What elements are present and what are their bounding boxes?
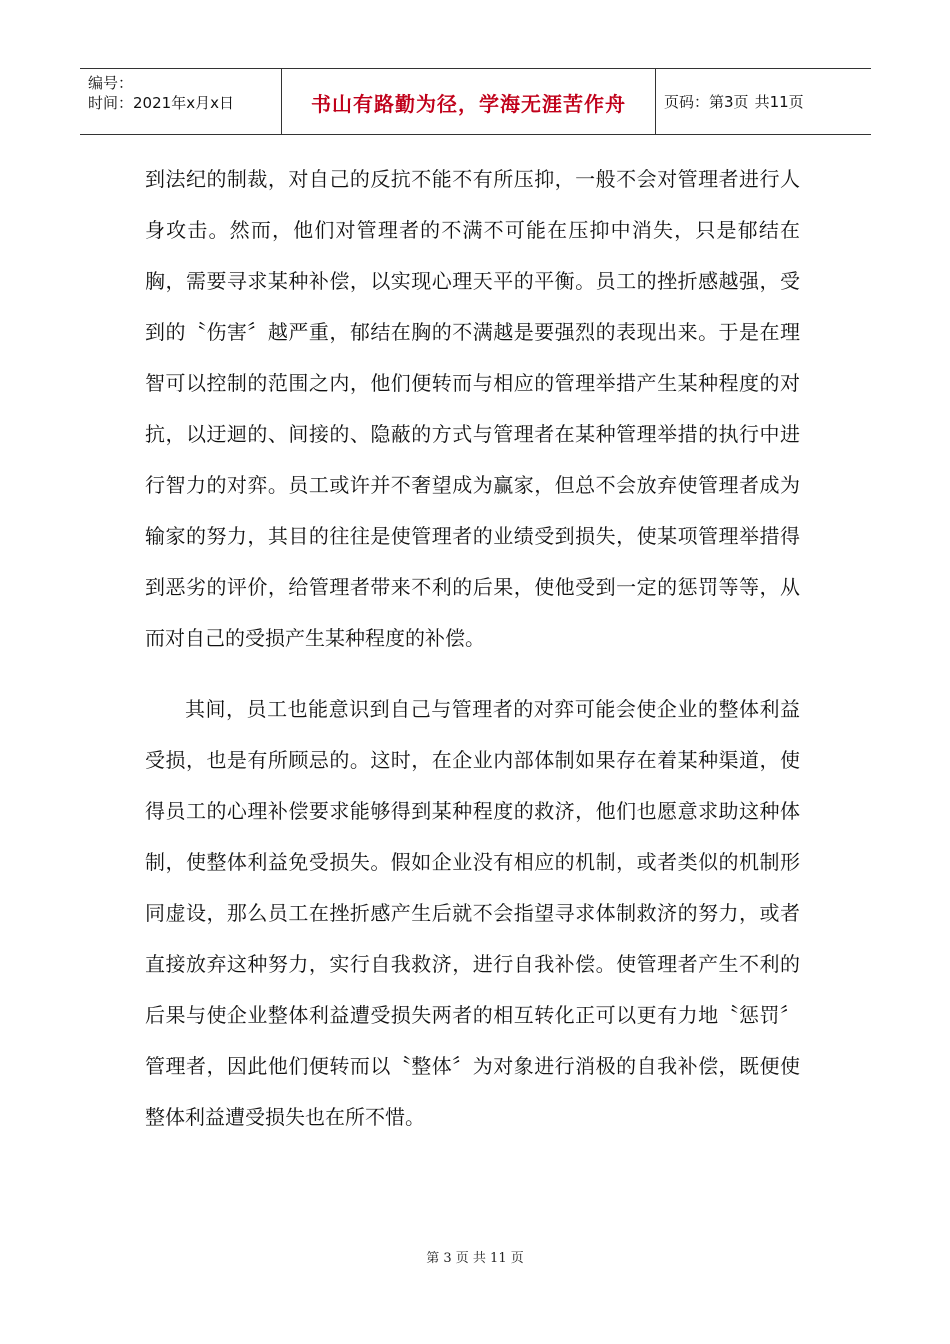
body-paragraph: 其间，员工也能意识到自己与管理者的对弈可能会使企业的整体利益受损，也是有所顾忌的。这时，在企业内部体制如果存在着某种渠道，使得员工的心理补偿要求能够得到某种程度的救济，他们也愿意求助这种体制，使整体利益免受损失。假如企业没有相应的机制，或者类似的机制形同虚设，那么员工在挫折感产生后就不会指望寻求体制救济的努力，或者直接放弃这种努力，实行自我救济，进行自我补偿。使管理者产生不利的后果与使企业整体利益遭受损失两者的相互转化正可以更有力地〝惩罚〞管理者，因此他们便转而以〝整体〞为对象进行消极的自我补偿，既便使整体利益遭受损失也在所不惜。 xyxy=(145,697,800,1129)
body-paragraph: 到法纪的制裁，对自己的反抗不能不有所压抑，一般不会对管理者进行人身攻击。然而，他们对管理者的不满不可能在压抑中消失，只是郁结在胸，需要寻求某种补偿，以实现心理天平的平衡。员工的挫折感越强，受到的〝伤害〞越严重，郁结在胸的不满越是要强烈的表现出来。于是在理智可以控制的范围之内，他们便转而与相应的管理举措产生某种程度的对抗，以迂迴的、间接的、隐蔽的方式与管理者在某种管理举措的执行中进行智力的对弈。员工或许并不奢望成为赢家，但总不会放弃使管理者成为输家的努力，其目的往往是使管理者的业绩受到损失，使某项管理举措得到恶劣的评价，给管理者带来不利的后果，使他受到一定的惩罚等等，从而对自己的受损产生某种程度的补偿。 xyxy=(145,167,800,650)
page-header xyxy=(80,68,871,135)
page-label: 页码： xyxy=(664,93,710,111)
header-motto-cell xyxy=(282,69,656,134)
document-time xyxy=(88,93,281,113)
document-number xyxy=(88,73,281,93)
page-total: 共11页 xyxy=(754,93,804,111)
header-meta-cell xyxy=(80,69,282,134)
time-value: 2021年x月x日 xyxy=(133,94,234,112)
number-label: 编号： xyxy=(88,74,134,92)
document-body xyxy=(145,154,800,1143)
time-label: 时间： xyxy=(88,94,134,112)
page-current: 第3页 xyxy=(709,93,749,111)
header-page-cell xyxy=(656,69,871,134)
header-motto: 书山有路勤为径，学海无涯苦作舟 xyxy=(311,92,626,116)
page-footer: 第 3 页 共 11 页 xyxy=(426,1251,524,1266)
